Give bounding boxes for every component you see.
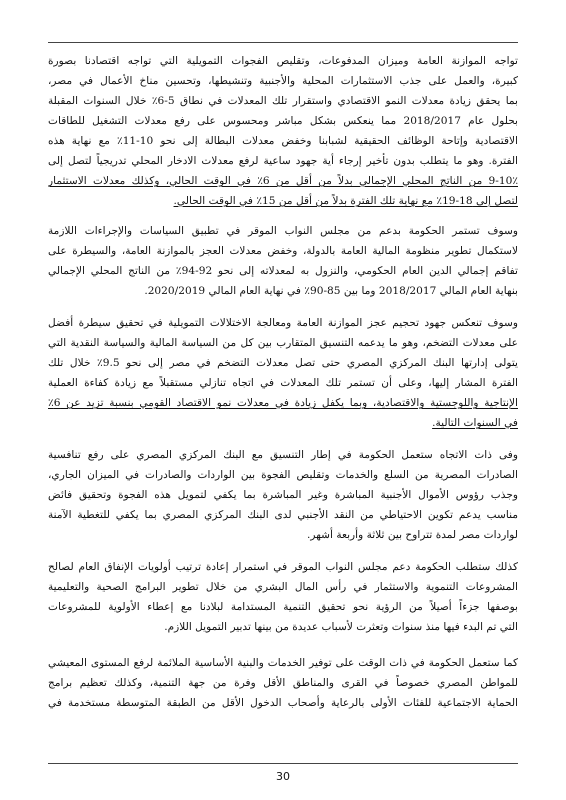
paragraph-5 [48,557,518,637]
text-line: بنهاية العام المالي 2018/2017 وما بين 85-90٪ في نهاية العام المالي 2020/2019. [144,285,518,297]
text-line: وفى ذات الاتجاه ستعمل الحكومة في إطار التنسيق مع البنك المركزي المصري على رفع تنافسية [48,449,518,461]
text-line: وسوف تستمر الحكومة بدعم من مجلس النواب الموقر في تطبيق السياسات والإجراءات اللازمة [48,225,518,237]
text-line: للمواطن المصري خصوصاً في القرى والمناطق الأقل وفرة من جهة التنمية، وكذلك تعظيم برامج [48,677,518,689]
underlined-text-line: 9-10٪ من الناتج المحلي الإجمالي بدلاً من أقل من 6٪ في الوقت الحالي، وكذلك معدلات الاستثمار [48,175,518,187]
paragraph-1 [48,51,518,211]
text-line: التي تم البدء فيها منذ سنوات وتعثرت لأسباب عديدة من بينها تدبير التمويل اللازم. [164,621,518,633]
text-line: لواردات مصر لمدة تتراوح بين ثلاثة وأربعة أشهر. [307,529,518,541]
text-line: الحماية الاجتماعية للفئات الأولى بالرعاية وأصحاب الدخول الأقل من الطبقة المتوسطة مستخدمة في [48,697,518,709]
text-line: على معدلات التضخم، وهو ما يدعمه التنسيق المتقارب بين كل من السياسة المالية والسياسة النقدية التي [48,337,518,349]
text-line: بوصفها جزءاً أصيلاً من الرؤية نحو تحقيق التنمية المستدامة لبلادنا مع إعطاء الأولوية للمشروعات [48,601,518,613]
paragraph-2 [48,221,518,301]
text-line: تفاقم إجمالي الدين العام الحكومي، والنزول به لمعدلاته إلى نحو 92-94٪ من الناتج المحلي الإجمالي [48,265,518,277]
paragraph-6 [48,653,518,713]
page-body [48,42,518,764]
text-line: كذلك ستطلب الحكومة دعم مجلس النواب الموقر في استمرار إعادة ترتيب أولويات الإنفاق العام لصالح [48,561,518,573]
text-line: المشروعات التنموية والاستثمار في رأس المال البشري من خلال تطوير البرامج الصحية والتعليمية [48,581,518,593]
text-line: يتولى إدارتها البنك المركزي المصري حتى تصل معدلات التضخم في مصر إلى نحو 9.5٪ خلال تلك [48,357,518,369]
paragraph-3 [48,313,518,433]
text-line: الفترة. وهو ما يتطلب بدون تأخير إرجاء أية جهود ساعية لرفع معدلات الادخار المحلي تدريجياً لتصل إلى [48,155,518,167]
underlined-text-line: في السنوات التالية. [432,417,518,429]
paragraph-4 [48,445,518,545]
text-line: الفترة المشار إليها، وعلى أن تستمر تلك المعدلات في اتجاه تنازلي مستقبلاً مع زيادة كفاءة العملية [48,377,518,389]
text-line: بحلول عام 2018/2017 مما ينعكس بشكل مباشر ومحسوس على رفع معدلات التشغيل للطاقات [48,115,518,127]
text-line: تواجه الموازنة العامة وميزان المدفوعات، وتقليص الفجوات التمويلية التي تواجه اقتصادنا بصورة [48,55,518,67]
text-line: كما ستعمل الحكومة في ذات الوقت على توفير الخدمات والبنية الأساسية الملائمة لرفع المستوى المعيشي [48,657,518,669]
text-line: الصادرات المصرية من السلع والخدمات وتقليص الفجوة بين الواردات والصادرات في الميزان الجاري، [48,469,518,481]
text-line: بما يحقق زيادة معدلات النمو الاقتصادي واستقرار تلك المعدلات في نطاق 5-6٪ خلال السنوات المقبلة [48,95,518,107]
underlined-text-line: لتصل إلى 18-19٪ مع نهاية تلك الفترة بدلاً من أقل من 15٪ في الوقت الحالي. [173,195,518,207]
text-line: كبيرة، والعمل على جذب الاستثمارات المحلية والأجنبية وتنشيطها، وتحسين مناخ الأعمال في مصر، [48,75,518,87]
text-line: مناسب يدعم تكوين الاحتياطي من النقد الأجنبي لدى البنك المركزي المصري بما يكفي للتغطية الآمنة [48,509,518,521]
text-line: لاستكمال تطوير منظومة المالية العامة بالدولة، وخفض معدلات العجز بالموازنة العامة، والسيطرة على [48,245,518,257]
page-number: 30 [276,770,290,783]
text-line: وسوف تنعكس جهود تحجيم عجز الموازنة العامة ومعالجة الاختلالات التمويلية في تحقيق سيطرة أفضل [48,317,518,329]
text-line: الاقتصادية وإتاحة الوظائف الحقيقية لشبابنا وخفض معدلات البطالة إلى نحو 10-11٪ مع نهاية هذه [48,135,518,147]
text-line: وجذب رؤوس الأموال الأجنبية المباشرة وغير المباشرة بما يكفي لتمويل هذه الفجوة وتحقيق فائض [48,489,518,501]
underlined-text-line: الإنتاجية واللوجستية والاقتصادية، وبما يكفل زيادة في معدلات نمو الاقتصاد القومي بنسبة تزيد عن 6٪ [48,397,518,409]
